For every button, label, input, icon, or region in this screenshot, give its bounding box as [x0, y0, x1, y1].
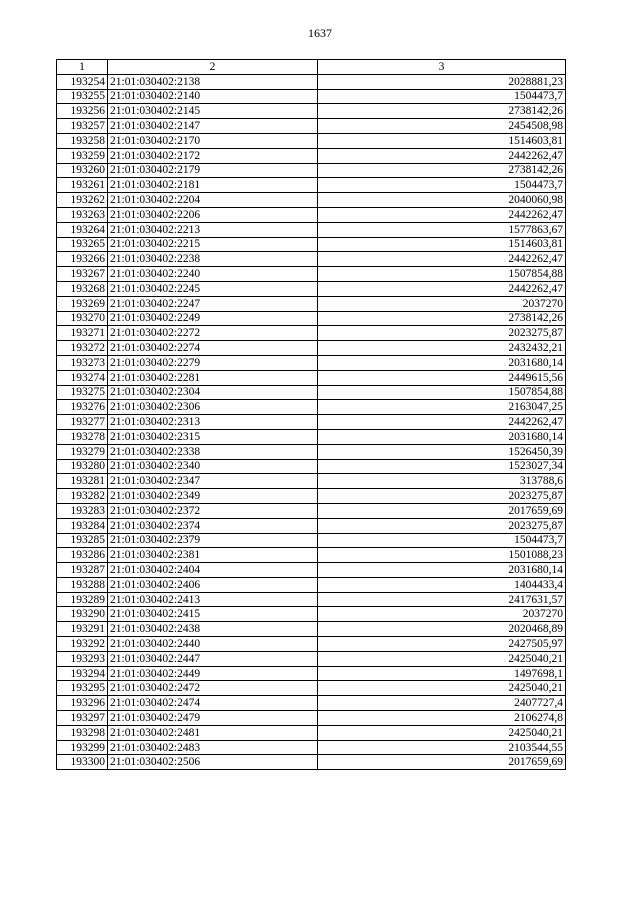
- cadastral-number-cell: 21:01:030402:2249: [108, 311, 318, 326]
- table-row: [57, 370, 566, 385]
- cadastral-number-cell: 21:01:030402:2306: [108, 400, 318, 415]
- cadastral-number-cell: 21:01:030402:2170: [108, 133, 318, 148]
- row-number-cell: 193259: [57, 148, 108, 163]
- table-row: [57, 459, 566, 474]
- table-header: [57, 60, 566, 75]
- column-header-3: 3: [318, 60, 566, 75]
- row-number-cell: 193298: [57, 725, 108, 740]
- value-cell: 2023275,87: [318, 518, 566, 533]
- cadastral-number-cell: 21:01:030402:2374: [108, 518, 318, 533]
- row-number-cell: 193261: [57, 178, 108, 193]
- row-number-cell: 193256: [57, 104, 108, 119]
- value-cell: 1577863,67: [318, 222, 566, 237]
- table-row: [57, 355, 566, 370]
- table-row: [57, 681, 566, 696]
- value-cell: 2037270: [318, 607, 566, 622]
- row-number-cell: 193264: [57, 222, 108, 237]
- cadastral-number-cell: 21:01:030402:2140: [108, 89, 318, 104]
- value-cell: 2449615,56: [318, 370, 566, 385]
- cadastral-number-cell: 21:01:030402:2506: [108, 755, 318, 770]
- value-cell: 2163047,25: [318, 400, 566, 415]
- page-number: 1637: [308, 26, 332, 40]
- value-cell: 1514603,81: [318, 133, 566, 148]
- value-cell: 2017659,69: [318, 755, 566, 770]
- table-row: [57, 311, 566, 326]
- table-row: [57, 163, 566, 178]
- cadastral-number-cell: 21:01:030402:2147: [108, 119, 318, 134]
- value-cell: 1526450,39: [318, 444, 566, 459]
- value-cell: 2432432,21: [318, 341, 566, 356]
- table-row: [57, 252, 566, 267]
- value-cell: 1504473,7: [318, 533, 566, 548]
- table-row: [57, 74, 566, 89]
- row-number-cell: 193275: [57, 385, 108, 400]
- cadastral-number-cell: 21:01:030402:2483: [108, 740, 318, 755]
- row-number-cell: 193289: [57, 592, 108, 607]
- row-number-cell: 193263: [57, 207, 108, 222]
- cadastral-number-cell: 21:01:030402:2415: [108, 607, 318, 622]
- row-number-cell: 193279: [57, 444, 108, 459]
- row-number-cell: 193254: [57, 74, 108, 89]
- table-row: [57, 711, 566, 726]
- value-cell: 2031680,14: [318, 355, 566, 370]
- cadastral-number-cell: 21:01:030402:2438: [108, 622, 318, 637]
- cadastral-number-cell: 21:01:030402:2315: [108, 429, 318, 444]
- value-cell: 1504473,7: [318, 89, 566, 104]
- table-row: [57, 207, 566, 222]
- cadastral-number-cell: 21:01:030402:2279: [108, 355, 318, 370]
- row-number-cell: 193293: [57, 651, 108, 666]
- cadastral-number-cell: 21:01:030402:2313: [108, 415, 318, 430]
- cadastral-number-cell: 21:01:030402:2247: [108, 296, 318, 311]
- row-number-cell: 193267: [57, 267, 108, 282]
- table-row: [57, 637, 566, 652]
- cadastral-number-cell: 21:01:030402:2179: [108, 163, 318, 178]
- table-row: [57, 740, 566, 755]
- cadastral-number-cell: 21:01:030402:2238: [108, 252, 318, 267]
- row-number-cell: 193255: [57, 89, 108, 104]
- cadastral-number-cell: 21:01:030402:2274: [108, 341, 318, 356]
- registry-table: [56, 59, 566, 770]
- value-cell: 2442262,47: [318, 281, 566, 296]
- cadastral-number-cell: 21:01:030402:2413: [108, 592, 318, 607]
- row-number-cell: 193284: [57, 518, 108, 533]
- table-row: [57, 666, 566, 681]
- table-row: [57, 222, 566, 237]
- cadastral-number-cell: 21:01:030402:2447: [108, 651, 318, 666]
- row-number-cell: 193272: [57, 341, 108, 356]
- value-cell: 2738142,26: [318, 104, 566, 119]
- cadastral-number-cell: 21:01:030402:2340: [108, 459, 318, 474]
- row-number-cell: 193300: [57, 755, 108, 770]
- row-number-cell: 193277: [57, 415, 108, 430]
- column-header-2: 2: [108, 60, 318, 75]
- cadastral-number-cell: 21:01:030402:2204: [108, 193, 318, 208]
- table-row: [57, 533, 566, 548]
- header-row: [57, 60, 566, 75]
- cadastral-number-cell: 21:01:030402:2372: [108, 503, 318, 518]
- cadastral-number-cell: 21:01:030402:2215: [108, 237, 318, 252]
- table-row: [57, 725, 566, 740]
- row-number-cell: 193292: [57, 637, 108, 652]
- value-cell: 2442262,47: [318, 415, 566, 430]
- cadastral-number-cell: 21:01:030402:2213: [108, 222, 318, 237]
- cadastral-number-cell: 21:01:030402:2240: [108, 267, 318, 282]
- cadastral-number-cell: 21:01:030402:2474: [108, 696, 318, 711]
- table-row: [57, 607, 566, 622]
- cadastral-number-cell: 21:01:030402:2138: [108, 74, 318, 89]
- table-row: [57, 148, 566, 163]
- cadastral-number-cell: 21:01:030402:2172: [108, 148, 318, 163]
- table-row: [57, 296, 566, 311]
- cadastral-number-cell: 21:01:030402:2404: [108, 563, 318, 578]
- row-number-cell: 193295: [57, 681, 108, 696]
- table-row: [57, 326, 566, 341]
- table-row: [57, 622, 566, 637]
- table-row: [57, 178, 566, 193]
- table-row: [57, 89, 566, 104]
- row-number-cell: 193290: [57, 607, 108, 622]
- row-number-cell: 193280: [57, 459, 108, 474]
- row-number-cell: 193273: [57, 355, 108, 370]
- cadastral-number-cell: 21:01:030402:2206: [108, 207, 318, 222]
- value-cell: 1507854,88: [318, 385, 566, 400]
- value-cell: 2040060,98: [318, 193, 566, 208]
- value-cell: 2103544,55: [318, 740, 566, 755]
- table-row: [57, 474, 566, 489]
- value-cell: 1497698,1: [318, 666, 566, 681]
- row-number-cell: 193288: [57, 577, 108, 592]
- value-cell: 2738142,26: [318, 311, 566, 326]
- value-cell: 2425040,21: [318, 725, 566, 740]
- row-number-cell: 193299: [57, 740, 108, 755]
- table-row: [57, 444, 566, 459]
- row-number-cell: 193271: [57, 326, 108, 341]
- value-cell: 2442262,47: [318, 207, 566, 222]
- row-number-cell: 193285: [57, 533, 108, 548]
- value-cell: 2442262,47: [318, 252, 566, 267]
- table-row: [57, 281, 566, 296]
- row-number-cell: 193276: [57, 400, 108, 415]
- table-row: [57, 341, 566, 356]
- row-number-cell: 193291: [57, 622, 108, 637]
- value-cell: 1501088,23: [318, 548, 566, 563]
- table-row: [57, 385, 566, 400]
- value-cell: 2407727,4: [318, 696, 566, 711]
- row-number-cell: 193260: [57, 163, 108, 178]
- table-row: [57, 651, 566, 666]
- value-cell: 2031680,14: [318, 563, 566, 578]
- table-row: [57, 400, 566, 415]
- cadastral-number-cell: 21:01:030402:2304: [108, 385, 318, 400]
- value-cell: 2425040,21: [318, 681, 566, 696]
- row-number-cell: 193286: [57, 548, 108, 563]
- table-row: [57, 429, 566, 444]
- table-row: [57, 577, 566, 592]
- value-cell: 2023275,87: [318, 489, 566, 504]
- cadastral-number-cell: 21:01:030402:2379: [108, 533, 318, 548]
- row-number-cell: 193287: [57, 563, 108, 578]
- table-row: [57, 119, 566, 134]
- row-number-cell: 193258: [57, 133, 108, 148]
- table-row: [57, 267, 566, 282]
- row-number-cell: 193296: [57, 696, 108, 711]
- cadastral-number-cell: 21:01:030402:2272: [108, 326, 318, 341]
- row-number-cell: 193265: [57, 237, 108, 252]
- cadastral-number-cell: 21:01:030402:2479: [108, 711, 318, 726]
- value-cell: 313788,6: [318, 474, 566, 489]
- row-number-cell: 193274: [57, 370, 108, 385]
- value-cell: 2037270: [318, 296, 566, 311]
- value-cell: 2425040,21: [318, 651, 566, 666]
- cadastral-number-cell: 21:01:030402:2347: [108, 474, 318, 489]
- value-cell: 2442262,47: [318, 148, 566, 163]
- cadastral-number-cell: 21:01:030402:2381: [108, 548, 318, 563]
- cadastral-number-cell: 21:01:030402:2481: [108, 725, 318, 740]
- value-cell: 2020468,89: [318, 622, 566, 637]
- cadastral-number-cell: 21:01:030402:2472: [108, 681, 318, 696]
- column-header-1: 1: [57, 60, 108, 75]
- table-row: [57, 415, 566, 430]
- table-row: [57, 548, 566, 563]
- row-number-cell: 193269: [57, 296, 108, 311]
- table-row: [57, 104, 566, 119]
- table-row: [57, 489, 566, 504]
- row-number-cell: 193266: [57, 252, 108, 267]
- table-row: [57, 592, 566, 607]
- table-row: [57, 503, 566, 518]
- value-cell: 2738142,26: [318, 163, 566, 178]
- row-number-cell: 193294: [57, 666, 108, 681]
- table-row: [57, 563, 566, 578]
- row-number-cell: 193281: [57, 474, 108, 489]
- cadastral-number-cell: 21:01:030402:2181: [108, 178, 318, 193]
- value-cell: 2106274,8: [318, 711, 566, 726]
- row-number-cell: 193282: [57, 489, 108, 504]
- value-cell: 2454508,98: [318, 119, 566, 134]
- row-number-cell: 193278: [57, 429, 108, 444]
- cadastral-number-cell: 21:01:030402:2338: [108, 444, 318, 459]
- row-number-cell: 193268: [57, 281, 108, 296]
- cadastral-number-cell: 21:01:030402:2349: [108, 489, 318, 504]
- row-number-cell: 193270: [57, 311, 108, 326]
- table-row: [57, 133, 566, 148]
- row-number-cell: 193257: [57, 119, 108, 134]
- value-cell: 2427505,97: [318, 637, 566, 652]
- table-body: [57, 74, 566, 769]
- row-number-cell: 193283: [57, 503, 108, 518]
- value-cell: 2031680,14: [318, 429, 566, 444]
- row-number-cell: 193262: [57, 193, 108, 208]
- cadastral-number-cell: 21:01:030402:2449: [108, 666, 318, 681]
- table-row: [57, 237, 566, 252]
- table-row: [57, 696, 566, 711]
- table-row: [57, 193, 566, 208]
- value-cell: 1523027,34: [318, 459, 566, 474]
- table-row: [57, 755, 566, 770]
- value-cell: 2417631,57: [318, 592, 566, 607]
- value-cell: 1514603,81: [318, 237, 566, 252]
- row-number-cell: 193297: [57, 711, 108, 726]
- cadastral-number-cell: 21:01:030402:2245: [108, 281, 318, 296]
- value-cell: 2017659,69: [318, 503, 566, 518]
- value-cell: 1507854,88: [318, 267, 566, 282]
- value-cell: 1404433,4: [318, 577, 566, 592]
- value-cell: 1504473,7: [318, 178, 566, 193]
- table-row: [57, 518, 566, 533]
- cadastral-number-cell: 21:01:030402:2145: [108, 104, 318, 119]
- value-cell: 2028881,23: [318, 74, 566, 89]
- value-cell: 2023275,87: [318, 326, 566, 341]
- cadastral-number-cell: 21:01:030402:2281: [108, 370, 318, 385]
- cadastral-number-cell: 21:01:030402:2406: [108, 577, 318, 592]
- cadastral-number-cell: 21:01:030402:2440: [108, 637, 318, 652]
